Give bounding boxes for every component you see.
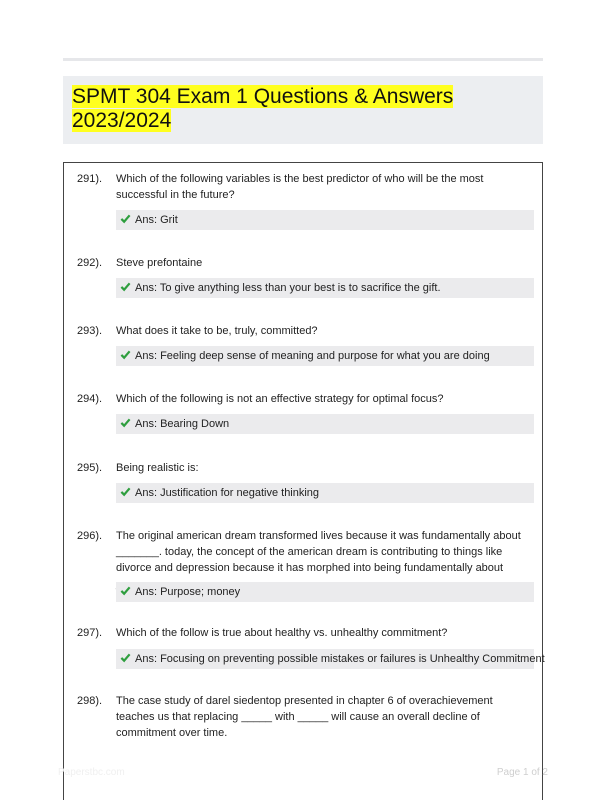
question-text: Being realistic is: <box>116 462 199 474</box>
answer-box <box>116 649 545 669</box>
check-icon <box>120 417 131 428</box>
answer-text: Ans: Grit <box>135 214 178 226</box>
question-number: 298). <box>77 695 103 707</box>
answer-text: Ans: Purpose; money <box>135 586 241 598</box>
title-banner <box>63 76 543 144</box>
answer-box <box>116 483 534 503</box>
answer-box <box>116 346 534 366</box>
answer-text: Ans: To give anything less than your best is to sacrifice the gift. <box>135 282 441 294</box>
question-text: Steve prefontaine <box>116 257 203 269</box>
answer-text: Ans: Feeling deep sense of meaning and purpose for what you are doing <box>135 350 490 362</box>
question-number: 295). <box>77 462 103 474</box>
question-text: What does it take to be, truly, committed? <box>116 325 318 337</box>
page-indicator: Page 1 of 2 <box>496 767 548 778</box>
check-icon <box>120 349 131 360</box>
question-text: The case study of darel siedentop presented in chapter 6 of overachievement teaches us that replacing _____ with _____ will cause an overall decline of commitment over time. <box>116 695 493 739</box>
answer-box <box>116 278 534 298</box>
page-title <box>72 85 534 133</box>
question-number: 294). <box>77 393 103 405</box>
check-icon <box>120 213 131 224</box>
answer-box <box>116 210 534 230</box>
page-title-text: SPMT 304 Exam 1 Questions & Answers 2023/2024 <box>72 85 454 132</box>
answer-text: Ans: Focusing on preventing possible mistakes or failures is Unhealthy Commitment <box>135 653 545 665</box>
question-text: The original american dream transformed lives because it was fundamentally about _______. today, the concept of the american dream is contributing to things like divorce and depression because it has morphed into being fundamentally about <box>116 530 521 574</box>
question-text: Which of the following variables is the best predictor of who will be the most successful in the future? <box>116 173 484 201</box>
question-number: 293). <box>77 325 103 337</box>
question-number: 291). <box>77 173 103 185</box>
footer-watermark: Paperstbc.com <box>58 767 125 778</box>
answer-text: Ans: Bearing Down <box>135 418 230 430</box>
check-icon <box>120 281 131 292</box>
question-number: 292). <box>77 257 103 269</box>
answer-box <box>116 414 534 434</box>
question-number: 297). <box>77 627 103 639</box>
question-number: 296). <box>77 530 103 542</box>
check-icon <box>120 652 131 663</box>
check-icon <box>120 585 131 596</box>
qa-frame <box>63 162 543 800</box>
top-divider <box>63 58 543 61</box>
answer-box <box>116 582 534 602</box>
check-icon <box>120 486 131 497</box>
question-text: Which of the follow is true about healthy vs. unhealthy commitment? <box>116 627 448 639</box>
question-text: Which of the following is not an effective strategy for optimal focus? <box>116 393 444 405</box>
answer-text: Ans: Justification for negative thinking <box>135 487 320 499</box>
